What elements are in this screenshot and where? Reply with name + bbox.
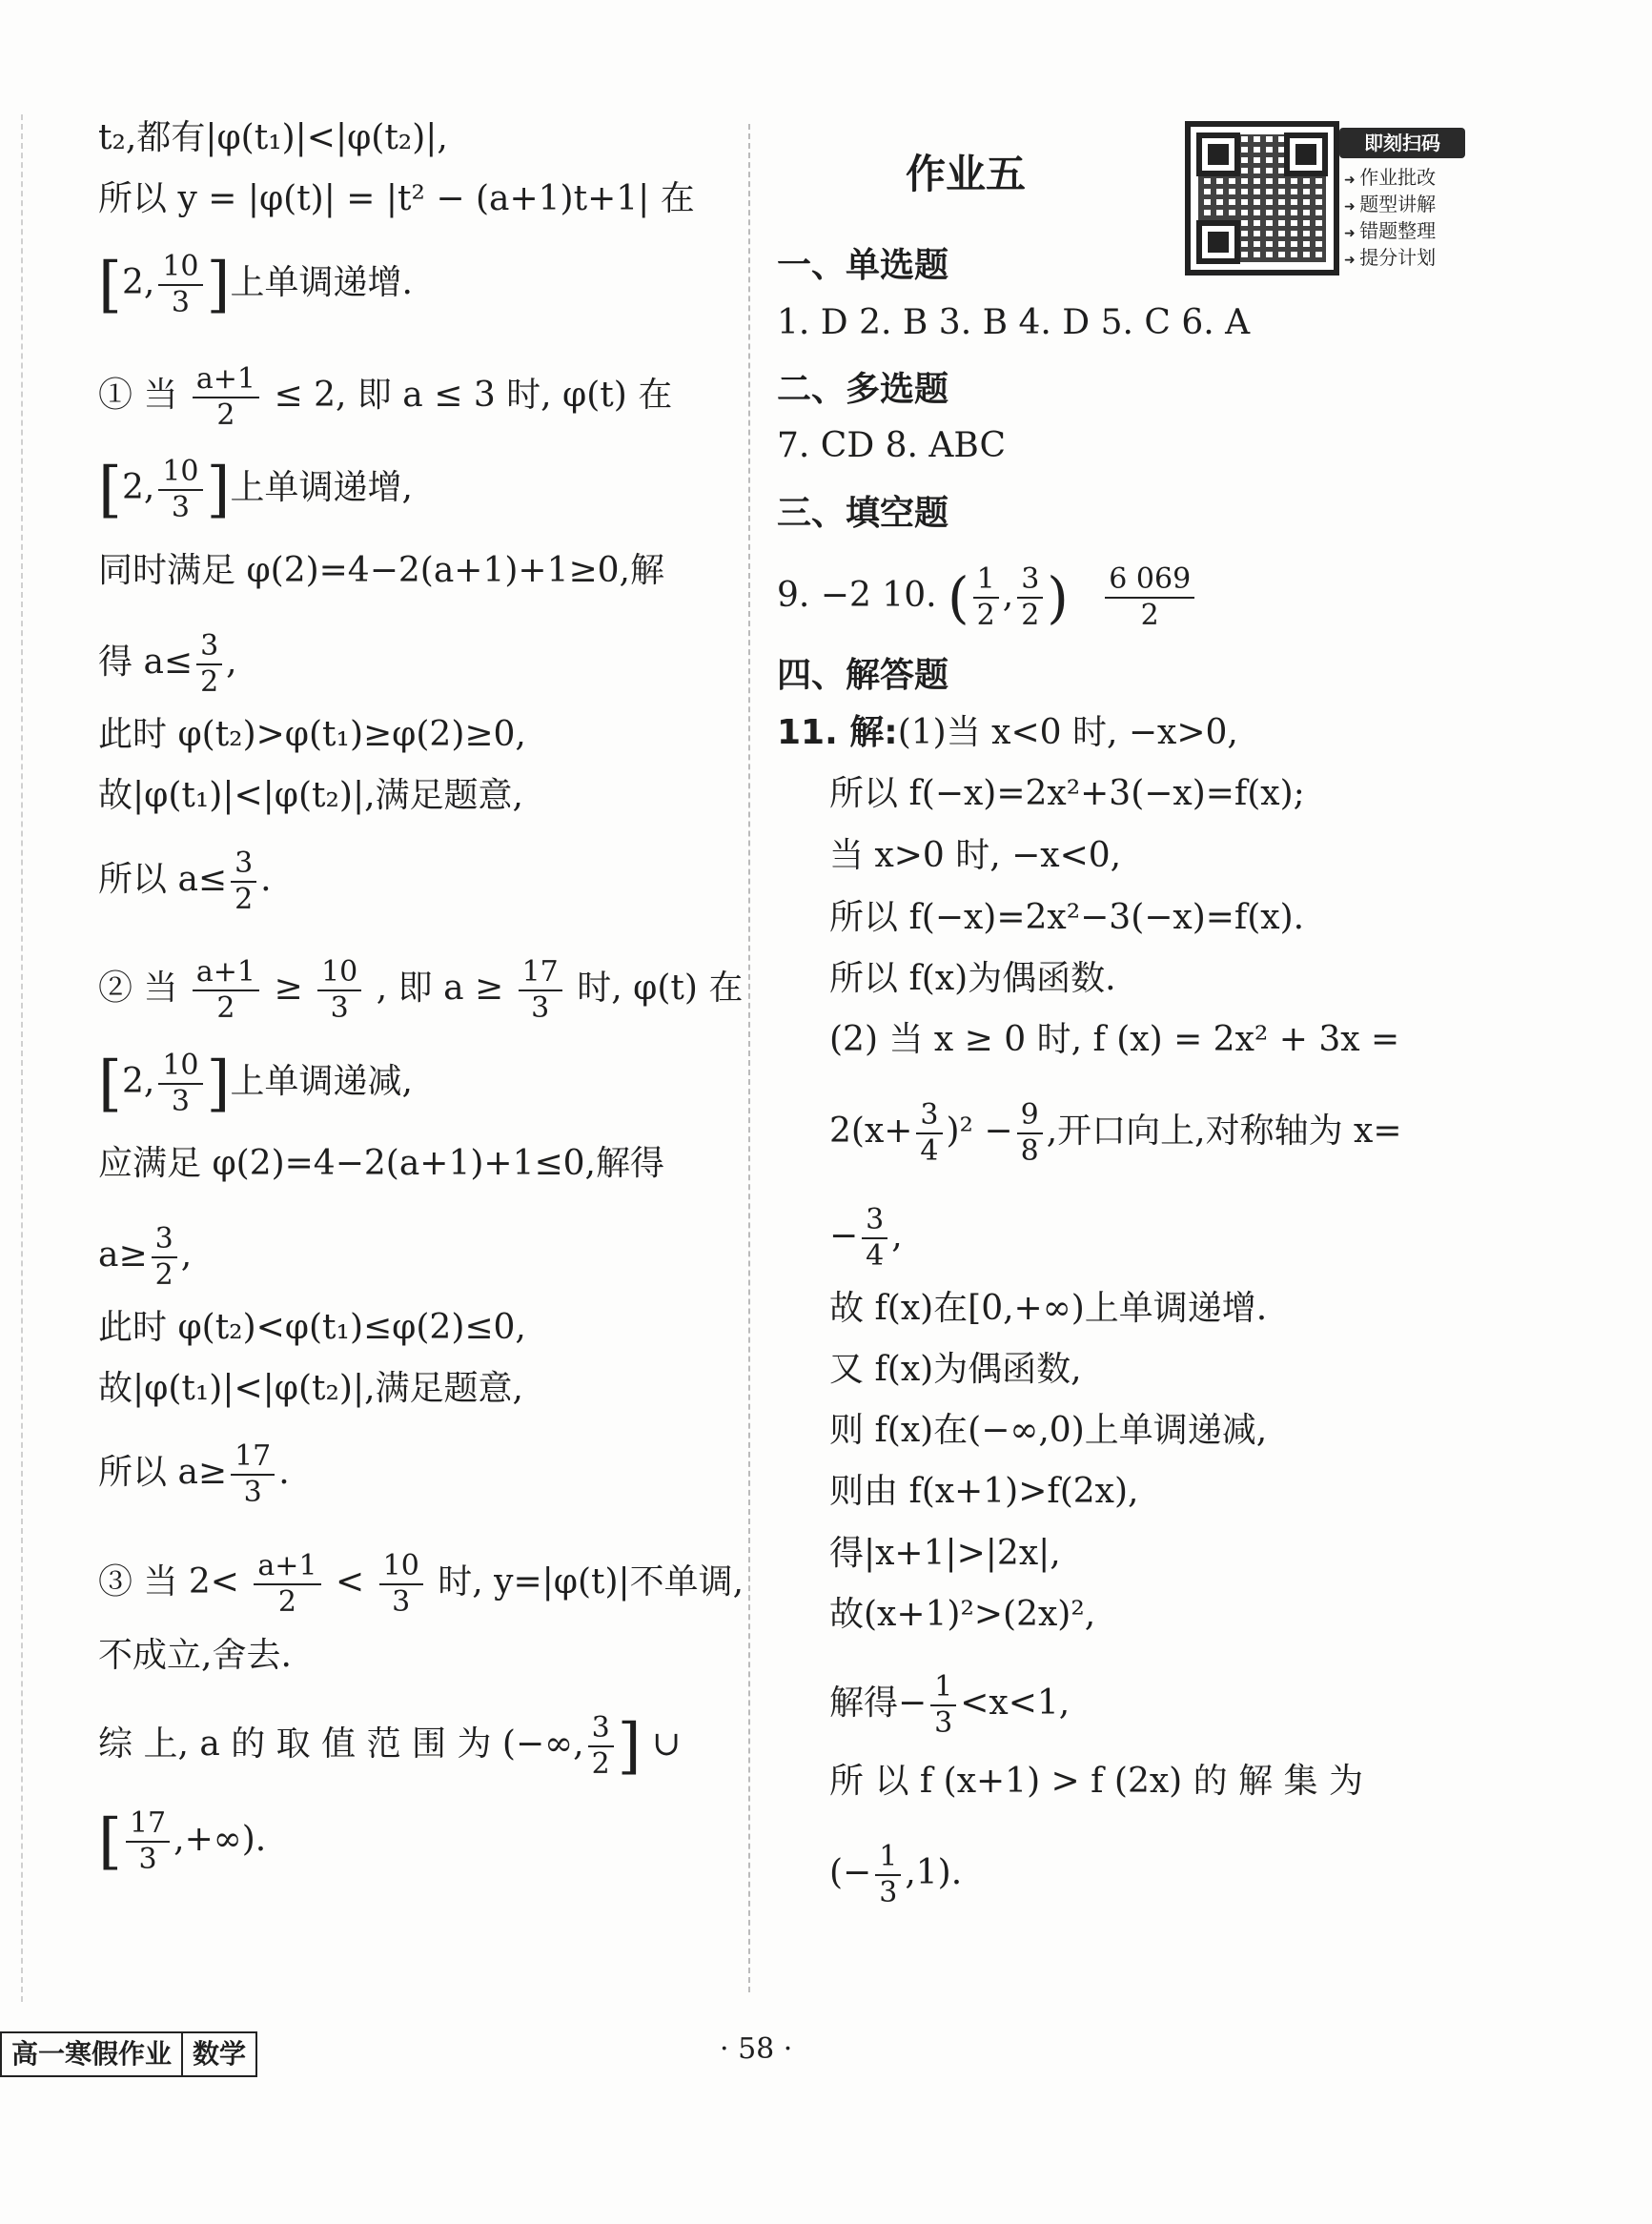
- solution-line-7: 2(x+ $\frac{3}{4}$ )² − $\frac{9}{8}$ ,开口向上,对称轴为 x=: [829, 1098, 1402, 1168]
- left-line-3: [2, $\frac{10}{3}$ ]上单调递增.: [98, 250, 413, 320]
- solution-line-6: (2) 当 x ≥ 0 时, f (x) = 2x² + 3x =: [829, 1020, 1400, 1059]
- qr-code: [1185, 121, 1339, 275]
- scan-item: ➜ 作业批改: [1344, 166, 1436, 193]
- left-line-5: [2, $\frac{10}{3}$ ]上单调递增,: [98, 455, 413, 525]
- solution-line-1: 11. 解:(1)当 x<0 时, −x>0,: [777, 713, 1238, 752]
- answers-fill: 9. −2 10. ( $\frac{1}{2}$ , $\frac{3}{2}$ ) $\frac{6 069}{2}$: [777, 562, 1198, 633]
- left-line-17: 所以 a≥ $\frac{17}{3}$ .: [98, 1439, 290, 1509]
- scan-item: ➜ 错题整理: [1344, 219, 1436, 246]
- section-heading-4: 四、解答题: [777, 656, 949, 695]
- book-title: 高一寒假作业: [11, 2038, 173, 2070]
- left-line-7: 得 a≤ $\frac{3}{2}$ ,: [98, 629, 237, 699]
- left-case3: ③ 当 2< $\frac{a+1}{2}$ < $\frac{10}{3}$ 时, y=|φ(t)|不单调,: [98, 1549, 744, 1619]
- answers-multi: 7. CD 8. ABC: [777, 426, 1007, 465]
- section-heading-1: 一、单选题: [777, 246, 949, 285]
- solution-line-17: (− $\frac{1}{3}$ ,1).: [829, 1840, 963, 1909]
- left-line-12: [2, $\frac{10}{3}$ ]上单调递减,: [98, 1049, 413, 1119]
- solution-line-9: 故 f(x)在[0,+∞)上单调递增.: [829, 1289, 1268, 1328]
- left-line-6: 同时满足 φ(2)=4−2(a+1)+1≥0,解: [98, 551, 664, 590]
- left-line-2: 所以 y = |φ(t)| = |t² − (a+1)t+1| 在: [98, 179, 695, 218]
- solution-line-13: 得|x+1|>|2x|,: [829, 1534, 1061, 1573]
- solution-line-14: 故(x+1)²>(2x)²,: [829, 1595, 1096, 1634]
- page-number: · 58 ·: [720, 2032, 793, 2066]
- left-line-14: a≥ $\frac{3}{2}$ ,: [98, 1222, 193, 1292]
- solution-line-11: 则 f(x)在(−∞,0)上单调递减,: [829, 1411, 1268, 1450]
- scan-feature-list: [1344, 166, 1436, 273]
- binding-margin-line: [21, 114, 23, 2002]
- left-line-16: 故|φ(t₁)|<|φ(t₂)|,满足题意,: [98, 1369, 523, 1408]
- answers-single: 1. D 2. B 3. B 4. D 5. C 6. A: [777, 303, 1251, 342]
- page-title: 作业五: [906, 151, 1027, 197]
- section-heading-3: 三、填空题: [777, 494, 949, 533]
- solution-line-2: 所以 f(−x)=2x²+3(−x)=f(x);: [829, 774, 1305, 813]
- column-divider: [748, 124, 750, 1992]
- solution-line-16: 所 以 f (x+1) > f (2x) 的 解 集 为: [829, 1762, 1364, 1801]
- solution-line-15: 解得− $\frac{1}{3}$ <x<1,: [829, 1670, 1071, 1740]
- left-line-21: [ $\frac{17}{3}$ ,+∞).: [98, 1806, 267, 1877]
- left-case2: ② 当 $\frac{a+1}{2}$ ≥ $\frac{10}{3}$ , 即 a ≥ $\frac{17}{3}$ 时, φ(t) 在: [98, 955, 744, 1025]
- left-case1: ① 当 $\frac{a+1}{2}$ ≤ 2, 即 a ≤ 3 时, φ(t) 在: [98, 362, 673, 432]
- left-line-15: 此时 φ(t₂)<φ(t₁)≤φ(2)≤0,: [98, 1308, 526, 1347]
- solution-line-8: − $\frac{3}{4}$ ,: [829, 1203, 903, 1273]
- solution-line-3: 当 x>0 时, −x<0,: [829, 836, 1122, 875]
- left-line-13: 应满足 φ(2)=4−2(a+1)+1≤0,解得: [98, 1144, 664, 1183]
- left-line-9: 故|φ(t₁)|<|φ(t₂)|,满足题意,: [98, 776, 523, 815]
- left-line-19: 不成立,舍去.: [98, 1636, 292, 1675]
- solution-line-4: 所以 f(−x)=2x²−3(−x)=f(x).: [829, 898, 1305, 937]
- left-line-1: t₂,都有|φ(t₁)|<|φ(t₂)|,: [98, 118, 448, 157]
- solution-line-12: 则由 f(x+1)>f(2x),: [829, 1472, 1139, 1511]
- scan-item: ➜ 提分计划: [1344, 246, 1436, 273]
- section-heading-2: 二、多选题: [777, 370, 949, 409]
- solution-line-10: 又 f(x)为偶函数,: [829, 1350, 1082, 1389]
- left-line-8: 此时 φ(t₂)>φ(t₁)≥φ(2)≥0,: [98, 715, 526, 754]
- left-line-20: 综 上, a 的 取 值 范 围 为 (−∞, $\frac{3}{2}$ ] ∪: [98, 1711, 682, 1782]
- scan-badge: 即刻扫码: [1339, 128, 1465, 158]
- book-label: [0, 2031, 257, 2077]
- solution-line-5: 所以 f(x)为偶函数.: [829, 959, 1116, 998]
- scan-item: ➜ 题型讲解: [1344, 193, 1436, 219]
- subject-label: 数学: [181, 2033, 255, 2075]
- left-line-10: 所以 a≤ $\frac{3}{2}$ .: [98, 847, 272, 916]
